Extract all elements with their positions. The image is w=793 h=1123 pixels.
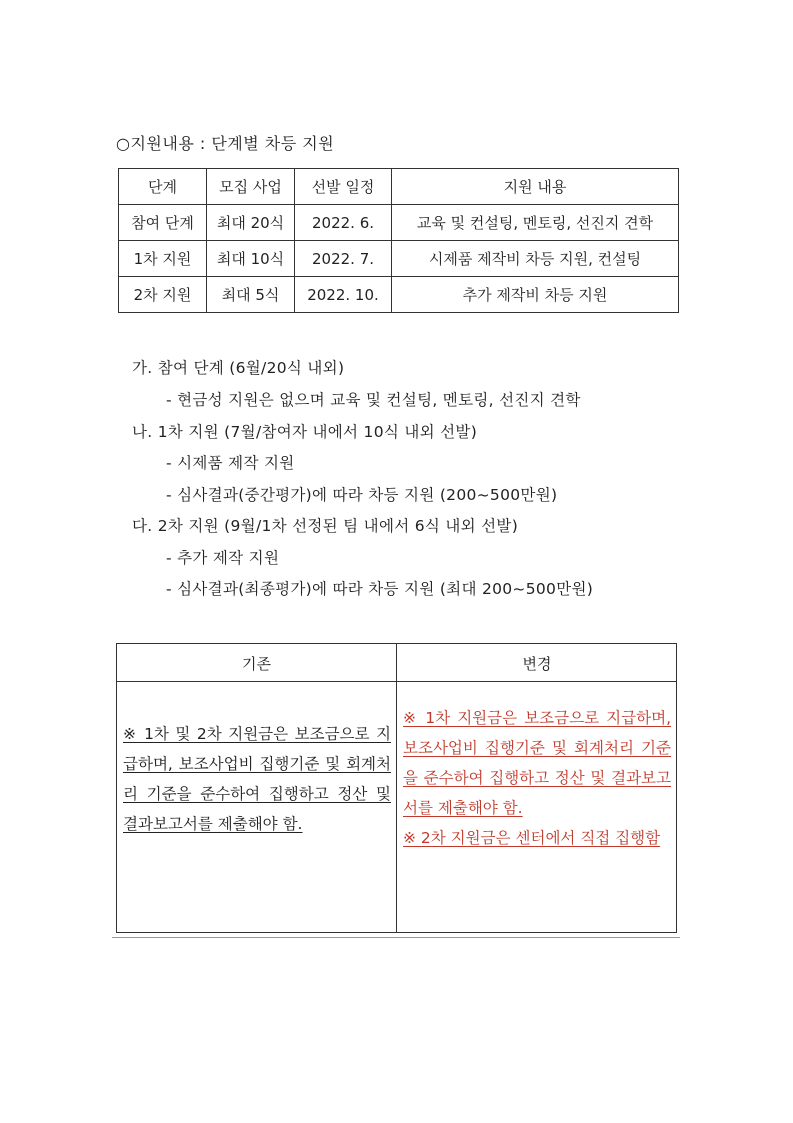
table-row	[119, 205, 679, 241]
section-heading: ○지원내용 : 단계별 차등 지원	[116, 134, 335, 153]
list-item: - 현금성 지원은 없으며 교육 및 컨설팅, 멘토링, 선진지 견학	[166, 391, 581, 409]
list-item: - 심사결과(최종평가)에 따라 차등 지원 (최대 200~500만원)	[166, 580, 594, 598]
table-cell: 최대 5식	[207, 277, 295, 313]
table-cell: 시제품 제작비 차등 지원, 컨설팅	[392, 241, 679, 277]
table-header-row	[119, 169, 679, 205]
list-item: 가. 참여 단계 (6월/20식 내외)	[132, 359, 345, 377]
table-header-cell: 모집 사업	[207, 169, 295, 205]
previous-text	[123, 719, 391, 839]
support-stages-table	[118, 168, 679, 313]
table-cell: 2022. 7.	[295, 241, 392, 277]
table-cell: 참여 단계	[119, 205, 207, 241]
list-item: - 시제품 제작 지원	[166, 454, 295, 472]
table-header-cell: 지원 내용	[392, 169, 679, 205]
header-divider	[117, 681, 676, 682]
changed-header: 변경	[522, 655, 552, 673]
changed-text	[403, 703, 671, 853]
table-cell: 2차 지원	[119, 277, 207, 313]
table-cell: 2022. 6.	[295, 205, 392, 241]
table-header-cell: 단계	[119, 169, 207, 205]
list-item: 나. 1차 지원 (7월/참여자 내에서 10식 내외 선발)	[132, 423, 478, 441]
changed-text-2: ※ 2차 지원금은 센터에서 직접 집행함	[403, 829, 661, 847]
previous-text-content: ※ 1차 및 2차 지원금은 보조금으로 지급하며, 보조사업비 집행기준 및 회계처리 기준을 준수하여 집행하고 정산 및 결과보고서를 제출해야 함.	[123, 725, 391, 833]
changed-text-1: ※ 1차 지원금은 보조금으로 지급하며, 보조사업비 집행기준 및 회계처리 기준을 준수하여 집행하고 정산 및 결과보고서를 제출해야 함.	[403, 709, 671, 817]
table-cell: 최대 20식	[207, 205, 295, 241]
table-cell: 2022. 10.	[295, 277, 392, 313]
list-item: - 추가 제작 지원	[166, 549, 280, 567]
list-item: 다. 2차 지원 (9월/1차 선정된 팀 내에서 6식 내외 선발)	[132, 517, 519, 535]
previous-header: 기존	[242, 655, 271, 673]
table-cell: 교육 및 컨설팅, 멘토링, 선진지 견학	[392, 205, 679, 241]
table-cell: 추가 제작비 차등 지원	[392, 277, 679, 313]
table-cell: 1차 지원	[119, 241, 207, 277]
table-cell: 최대 10식	[207, 241, 295, 277]
column-divider	[396, 644, 397, 932]
list-item: - 심사결과(중간평가)에 따라 차등 지원 (200~500만원)	[166, 486, 558, 504]
table-row	[119, 277, 679, 313]
bottom-rule	[112, 937, 680, 938]
table-header-cell: 선발 일정	[295, 169, 392, 205]
change-comparison-table	[116, 643, 677, 933]
table-row	[119, 241, 679, 277]
